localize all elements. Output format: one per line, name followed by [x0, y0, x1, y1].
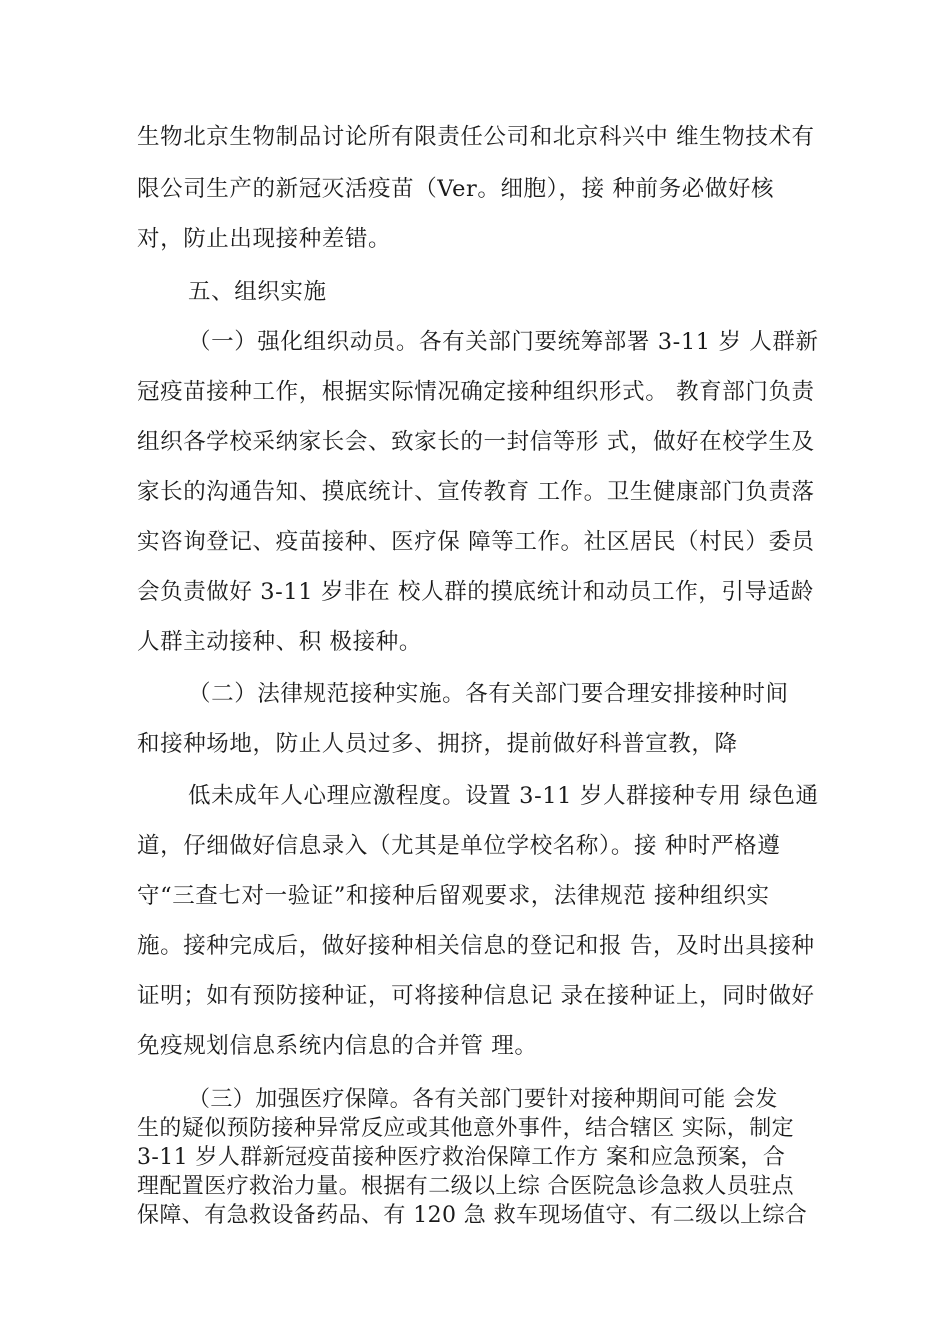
paragraph-line: （一）强化组织动员。各有关部门要统筹部署 3-11 岁 人群新: [188, 329, 819, 355]
paragraph-line: 生的疑似预防接种异常反应或其他意外事件，结合辖区 实际，制定: [137, 1116, 794, 1141]
paragraph-line: 组织各学校采纳家长会、致家长的一封信等形 式，做好在校学生及: [137, 429, 815, 455]
paragraph-line: 低未成年人心理应激程度。设置 3-11 岁人群接种专用 绿色通: [188, 783, 819, 809]
paragraph-line: 限公司生产的新冠灭活疫苗（Ver。细胞），接 种前务必做好核: [137, 176, 775, 202]
section-heading: 五、组织实施: [188, 279, 327, 305]
paragraph-line: 施。接种完成后，做好接种相关信息的登记和报 告，及时出具接种: [137, 933, 815, 959]
paragraph-line: 对，防止出现接种差错。: [137, 226, 392, 252]
paragraph-line: （三）加强医疗保障。各有关部门要针对接种期间可能 会发: [188, 1087, 778, 1112]
paragraph-line: 保障、有急救设备药品、有 120 急 救车现场值守、有二级以上综合: [137, 1203, 808, 1228]
paragraph-line: 家长的沟通告知、摸底统计、宣传教育 工作。卫生健康部门负责落: [137, 479, 815, 505]
paragraph-line: 3-11 岁人群新冠疫苗接种医疗救治保障工作方 案和应急预案，合: [137, 1145, 786, 1170]
paragraph-line: 理配置医疗救治力量。根据有二级以上综 合医院急诊急救人员驻点: [137, 1174, 794, 1199]
paragraph-line: 证明；如有预防接种证，可将接种信息记 录在接种证上，同时做好: [137, 983, 815, 1009]
paragraph-line: 道，仔细做好信息录入（尤其是单位学校名称）。接 种时严格遵: [137, 833, 781, 859]
paragraph-line: 免疫规划信息系统内信息的合并管 理。: [137, 1033, 538, 1059]
paragraph-line: 人群主动接种、积 极接种。: [137, 629, 422, 655]
paragraph-line: 和接种场地，防止人员过多、拥挤，提前做好科普宣教，降: [137, 731, 738, 757]
paragraph-line: 生物北京生物制品讨论所有限责任公司和北京科兴中 维生物技术有: [137, 124, 815, 150]
paragraph-line: 会负责做好 3-11 岁非在 校人群的摸底统计和动员工作，引导适龄: [137, 579, 814, 605]
paragraph-line: 实咨询登记、疫苗接种、医疗保 障等工作。社区居民（村民）委员: [137, 529, 815, 555]
paragraph-line: 守“三查七对一验证”和接种后留观要求，法律规范 接种组织实: [137, 883, 770, 909]
paragraph-line: （二）法律规范接种实施。各有关部门要合理安排接种时间: [188, 681, 789, 707]
paragraph-line: 冠疫苗接种工作，根据实际情况确定接种组织形式。 教育部门负责: [137, 379, 815, 405]
